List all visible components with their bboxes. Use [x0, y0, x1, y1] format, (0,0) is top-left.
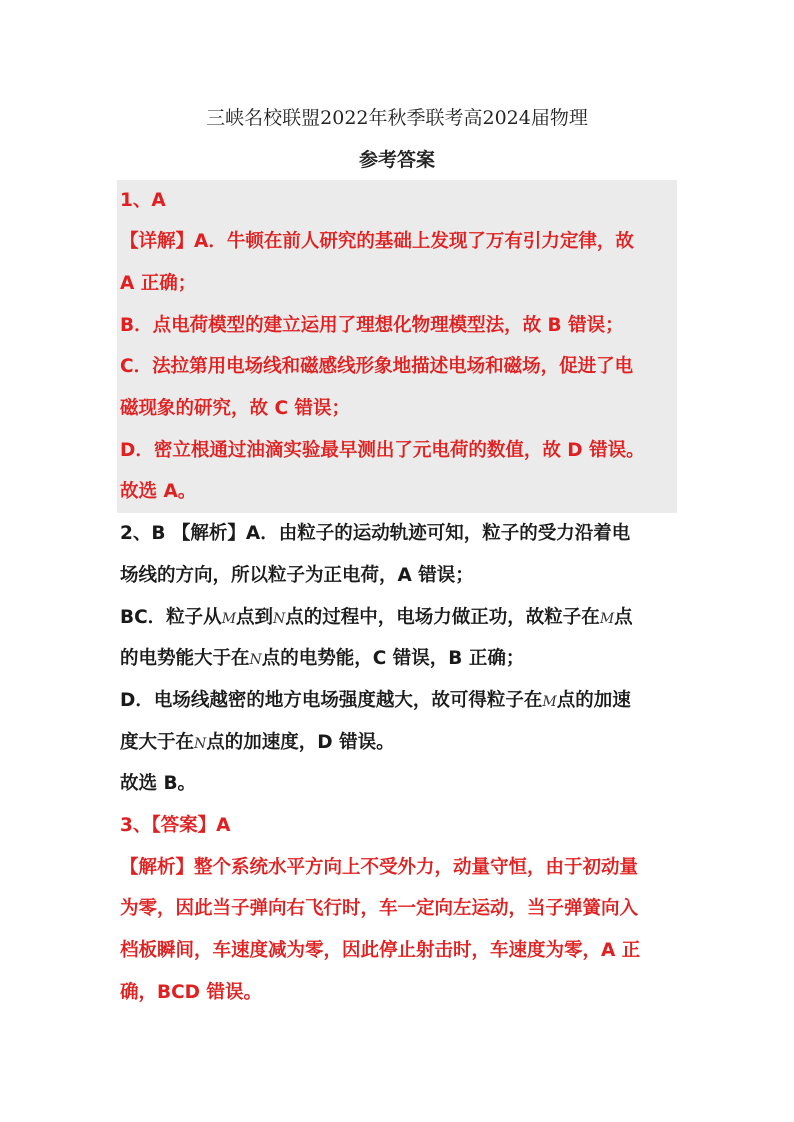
document-title: 三峡名校联盟2022年秋季联考高2024届物理 — [206, 107, 588, 129]
variable-m: M — [599, 611, 615, 627]
q2-explanation-line: D．电场线越密的地方电场强度越大，故可得粒子在M点的加速 — [120, 690, 631, 711]
variable-n: N — [273, 611, 286, 627]
q1-explanation-line: A 正确； — [120, 273, 197, 294]
q1-conclusion: 故选 A。 — [120, 481, 197, 502]
q2-conclusion: 故选 B。 — [120, 773, 197, 794]
q1-explanation-line: D．密立根通过油滴实验最早测出了元电荷的数值，故 D 错误。 — [120, 440, 645, 461]
q1-explanation-line: 磁现象的研究，故 C 错误； — [120, 398, 350, 419]
q3-answer: 3、【答案】A — [120, 815, 231, 836]
q2-explanation-line: 场线的方向，所以粒子为正电荷，A 错误； — [120, 565, 474, 586]
q1-answer: 1、A — [120, 190, 166, 211]
variable-m: M — [542, 694, 557, 710]
q3-explanation-line: 档板瞬间，车速度减为零，因此停止射击时，车速度为零，A 正 — [120, 940, 641, 961]
q3-explanation-line: 【解析】整个系统水平方向上不受外力，动量守恒，由于初动量 — [120, 857, 639, 878]
q2-answer-line: 2、B 【解析】A．由粒子的运动轨迹可知，粒子的受力沿着电 — [120, 523, 631, 544]
q1-explanation-line: 【详解】A．牛顿在前人研究的基础上发现了万有引力定律，故 — [120, 231, 634, 252]
q1-explanation-line: C．法拉第用电场线和磁感线形象地描述电场和磁场，促进了电 — [120, 356, 634, 377]
q2-explanation-line: 的电势能大于在N点的电势能，C 错误，B 正确； — [120, 648, 525, 669]
q3-explanation-line: 为零，因此当子弹向右飞行时，车一定向左运动，当子弹簧向入 — [120, 898, 639, 919]
variable-n: N — [194, 736, 207, 752]
q2-explanation-line: BC．粒子从M点到N点的过程中，电场力做正功，故粒子在M点 — [120, 607, 633, 628]
document-subtitle: 参考答案 — [358, 149, 435, 171]
q2-explanation-line: 度大于在N点的加速度，D 错误。 — [120, 732, 395, 753]
q1-explanation-line: B．点电荷模型的建立运用了理想化物理模型法，故 B 错误； — [120, 315, 624, 336]
q3-explanation-line: 确，BCD 错误。 — [120, 982, 262, 1003]
variable-n: N — [249, 652, 262, 668]
variable-m: M — [221, 611, 237, 627]
